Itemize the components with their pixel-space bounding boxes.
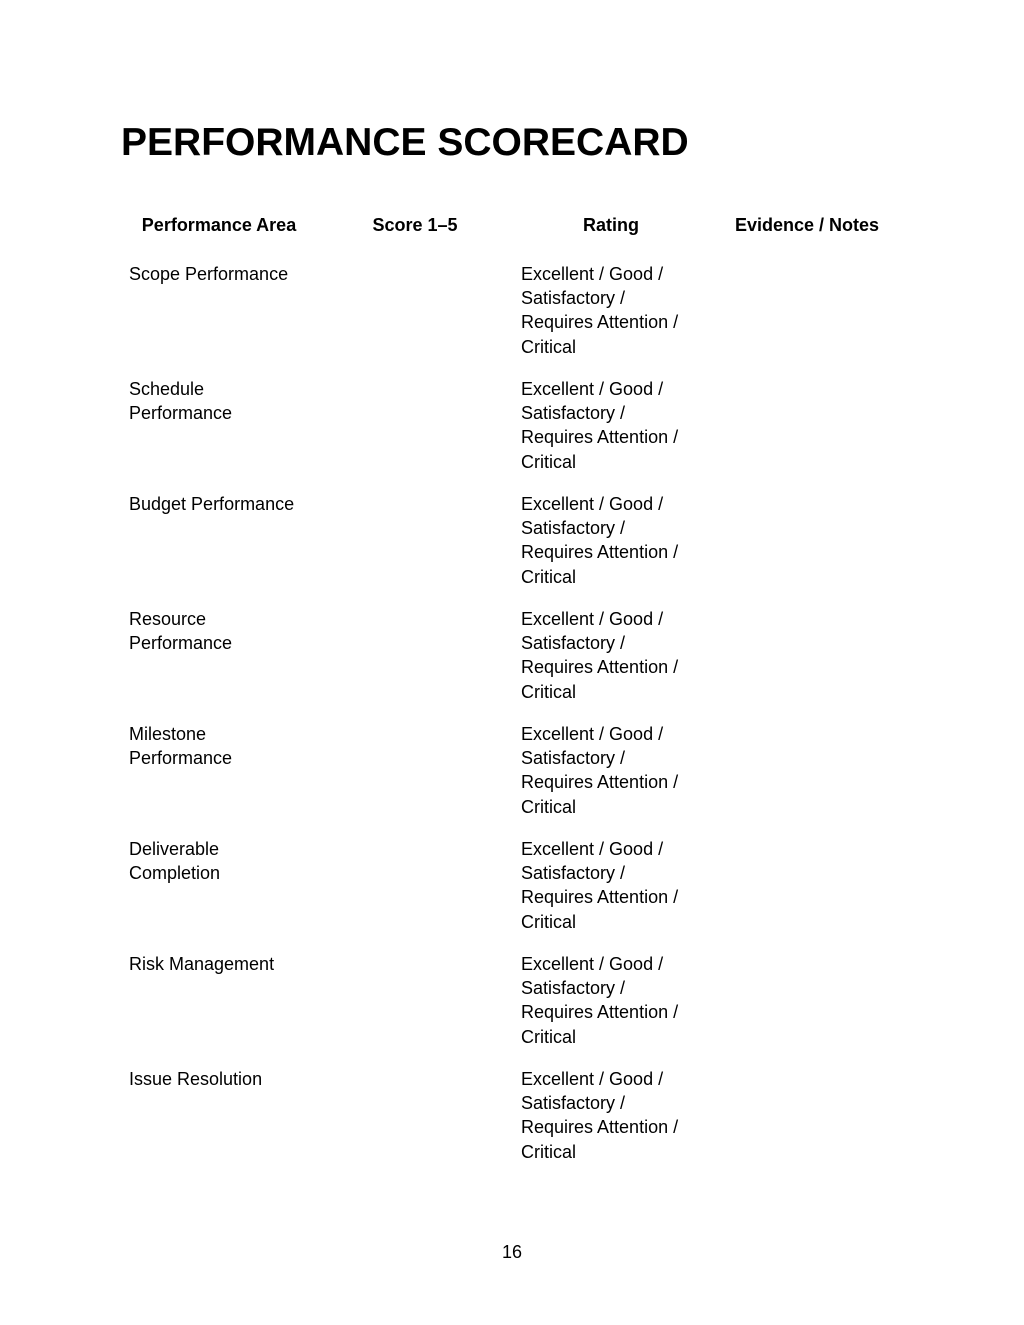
- score-cell: [317, 935, 513, 1050]
- score-cell: [317, 1050, 513, 1165]
- performance-area-cell: Resource Performance: [129, 609, 233, 654]
- notes-cell: [709, 820, 905, 935]
- score-cell: [317, 475, 513, 590]
- performance-area-cell: Deliverable Completion: [129, 839, 221, 884]
- column-header-evidence-notes: Evidence / Notes: [734, 215, 880, 235]
- table-row: [121, 820, 905, 935]
- score-cell: [317, 245, 513, 360]
- notes-cell: [709, 1050, 905, 1165]
- table-row: [121, 590, 905, 705]
- column-header-score: Score 1–5: [372, 215, 458, 235]
- performance-area-cell: Budget Performance: [129, 494, 295, 514]
- rating-cell: Excellent / Good / Satisfactory / Requires Attention / Critical: [521, 724, 679, 817]
- table-row: [121, 1050, 905, 1165]
- notes-cell: [709, 590, 905, 705]
- table-row: [121, 705, 905, 820]
- column-header-performance-area: Performance Area: [141, 215, 297, 235]
- page-number: 16: [501, 1242, 523, 1262]
- score-cell: [317, 705, 513, 820]
- notes-cell: [709, 705, 905, 820]
- performance-area-cell: Scope Performance: [129, 264, 289, 284]
- notes-cell: [709, 935, 905, 1050]
- rating-cell: Excellent / Good / Satisfactory / Requires Attention / Critical: [521, 609, 679, 702]
- column-header-rating: Rating: [583, 215, 639, 235]
- notes-cell: [709, 475, 905, 590]
- notes-cell: [709, 360, 905, 475]
- performance-area-cell: Issue Resolution: [129, 1069, 263, 1089]
- rating-cell: Excellent / Good / Satisfactory / Requires Attention / Critical: [521, 379, 679, 472]
- table-row: [121, 360, 905, 475]
- rating-cell: Excellent / Good / Satisfactory / Requires Attention / Critical: [521, 494, 679, 587]
- performance-area-cell: Risk Management: [129, 954, 275, 974]
- table-row: [121, 935, 905, 1050]
- performance-area-cell: Schedule Performance: [129, 379, 233, 424]
- table-row: [121, 245, 905, 360]
- score-cell: [317, 590, 513, 705]
- rating-cell: Excellent / Good / Satisfactory / Requires Attention / Critical: [521, 839, 679, 932]
- score-cell: [317, 820, 513, 935]
- score-cell: [317, 360, 513, 475]
- performance-area-cell: Milestone Performance: [129, 724, 233, 769]
- notes-cell: [709, 245, 905, 360]
- rating-cell: Excellent / Good / Satisfactory / Requires Attention / Critical: [521, 954, 679, 1047]
- rating-cell: Excellent / Good / Satisfactory / Requires Attention / Critical: [521, 1069, 679, 1162]
- rating-cell: Excellent / Good / Satisfactory / Requires Attention / Critical: [521, 264, 679, 357]
- performance-scorecard-table: [121, 205, 905, 1165]
- table-row: [121, 475, 905, 590]
- page-title: PERFORMANCE SCORECARD: [121, 121, 689, 164]
- table-header-row: [121, 205, 905, 245]
